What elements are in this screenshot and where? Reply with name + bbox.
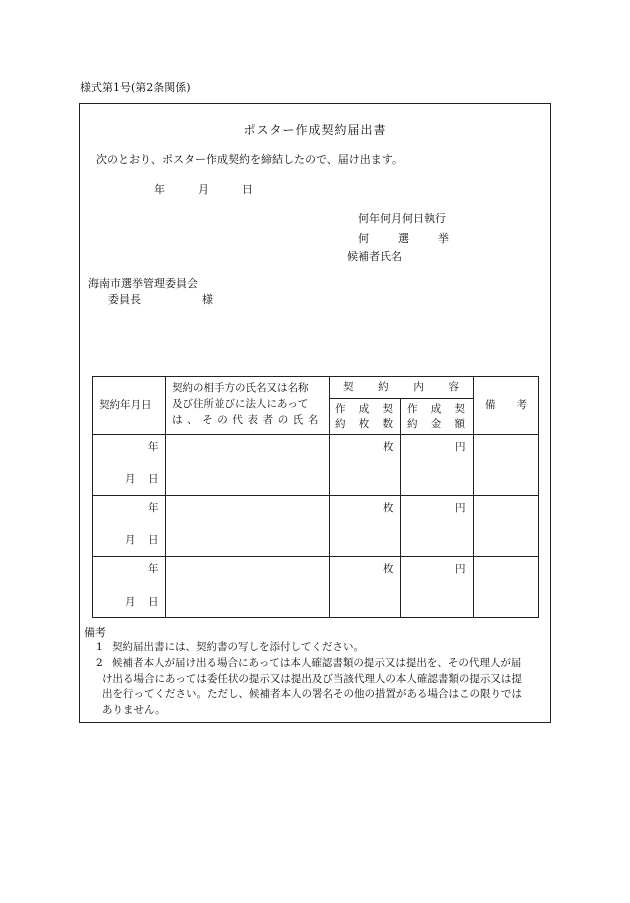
row-count-unit: 枚 — [383, 502, 394, 514]
header-remarks-char: 考 — [516, 399, 527, 411]
header-amount-line1 — [407, 404, 465, 415]
row-day-label: 日 — [148, 473, 159, 485]
header-content-char: 契 — [343, 381, 354, 393]
header-contract-content — [343, 382, 459, 393]
submission-date — [154, 184, 253, 195]
table-border — [92, 376, 93, 618]
row-year-label: 年 — [148, 563, 159, 575]
table-border — [329, 376, 330, 618]
notes-heading: 備考 — [84, 626, 106, 639]
header-amount-char: 作 — [407, 403, 418, 415]
election-name-char: 挙 — [438, 232, 449, 245]
row-year-label: 年 — [148, 441, 159, 453]
row-count-unit: 枚 — [383, 563, 394, 575]
row-count-unit: 枚 — [383, 441, 394, 453]
candidate-name-label: 候補者氏名 — [347, 250, 402, 263]
date-day-label: 日 — [242, 183, 253, 196]
note-number: 2 — [96, 657, 103, 669]
date-month-label: 月 — [198, 183, 209, 196]
election-name-char: 選 — [398, 232, 409, 245]
row-amount-unit: 円 — [455, 502, 466, 514]
header-amount-char: 額 — [454, 418, 465, 430]
intro-text: 次のとおり、ポスター作成契約を締結したので、届け出ます。 — [96, 153, 403, 166]
addressee-honorific: 様 — [202, 293, 213, 306]
table-border — [92, 434, 539, 435]
election-date: 何年何月何日執行 — [358, 212, 446, 225]
election-name — [358, 233, 449, 244]
row-amount-unit: 円 — [455, 441, 466, 453]
row-day-label: 日 — [148, 596, 159, 608]
header-content-char: 容 — [448, 381, 459, 393]
table-border — [400, 398, 401, 618]
row-year-label: 年 — [148, 502, 159, 514]
header-remarks-char: 備 — [485, 399, 496, 411]
table-border — [92, 495, 539, 496]
table-border — [473, 376, 474, 618]
table-border — [165, 376, 166, 618]
header-count-char: 作 — [335, 403, 346, 415]
header-amount-char: 成 — [430, 403, 442, 415]
header-count-char: 成 — [358, 403, 370, 415]
form-number: 様式第1号(第2条関係) — [80, 81, 191, 94]
row-month-label: 月 — [125, 534, 136, 546]
note-text: 契約届出書には、契約書の写しを添付してください。 — [112, 641, 364, 653]
header-counterparty-line: 契約の相手方の氏名又は名称 — [172, 382, 309, 394]
table-border — [329, 398, 473, 399]
header-count-char: 枚 — [358, 418, 370, 430]
table-border — [92, 617, 539, 618]
note-text: 候補者本人が届け出る場合にあっては本人確認書類の提示又は提出を、その代理人が届け出る場合にあっては委任状の提示又は提出及び当該代理人の本人確認書類の提示又は提出を行ってください。ただし、候補者本人の署名その他の措置がある場合はこの限りではありません。 — [102, 657, 522, 716]
document-title: ポスター作成契約届出書 — [243, 123, 387, 137]
header-counterparty-line: 及び住所並びに法人にあって — [172, 398, 309, 410]
form-frame — [79, 103, 551, 723]
date-year-label: 年 — [154, 183, 165, 196]
header-content-char: 内 — [413, 381, 424, 393]
row-amount-unit: 円 — [455, 563, 466, 575]
addressee-committee: 海南市選挙管理委員会 — [88, 277, 198, 290]
row-month-label: 月 — [125, 473, 136, 485]
header-count-line2 — [335, 419, 393, 430]
header-count-char: 契 — [382, 403, 393, 415]
header-count-line1 — [335, 404, 393, 415]
header-amount-line2 — [407, 419, 465, 430]
header-contract-date: 契約年月日 — [99, 399, 152, 411]
election-name-char: 何 — [358, 232, 369, 245]
row-day-label: 日 — [148, 534, 159, 546]
header-counterparty-text: は、その代表者の氏名 — [172, 414, 323, 426]
note-number: 1 — [96, 641, 103, 653]
header-count-char: 約 — [335, 418, 346, 430]
row-month-label: 月 — [125, 596, 136, 608]
header-amount-char: 約 — [407, 418, 418, 430]
header-amount-char: 契 — [454, 403, 465, 415]
table-border — [538, 376, 539, 618]
header-remarks — [485, 400, 527, 411]
table-border — [92, 376, 539, 377]
table-border — [92, 556, 539, 557]
addressee-chair: 委員長 — [108, 293, 141, 306]
header-counterparty-line — [172, 415, 324, 426]
header-count-char: 数 — [382, 418, 393, 430]
header-content-char: 約 — [378, 381, 389, 393]
header-amount-char: 金 — [430, 418, 442, 430]
